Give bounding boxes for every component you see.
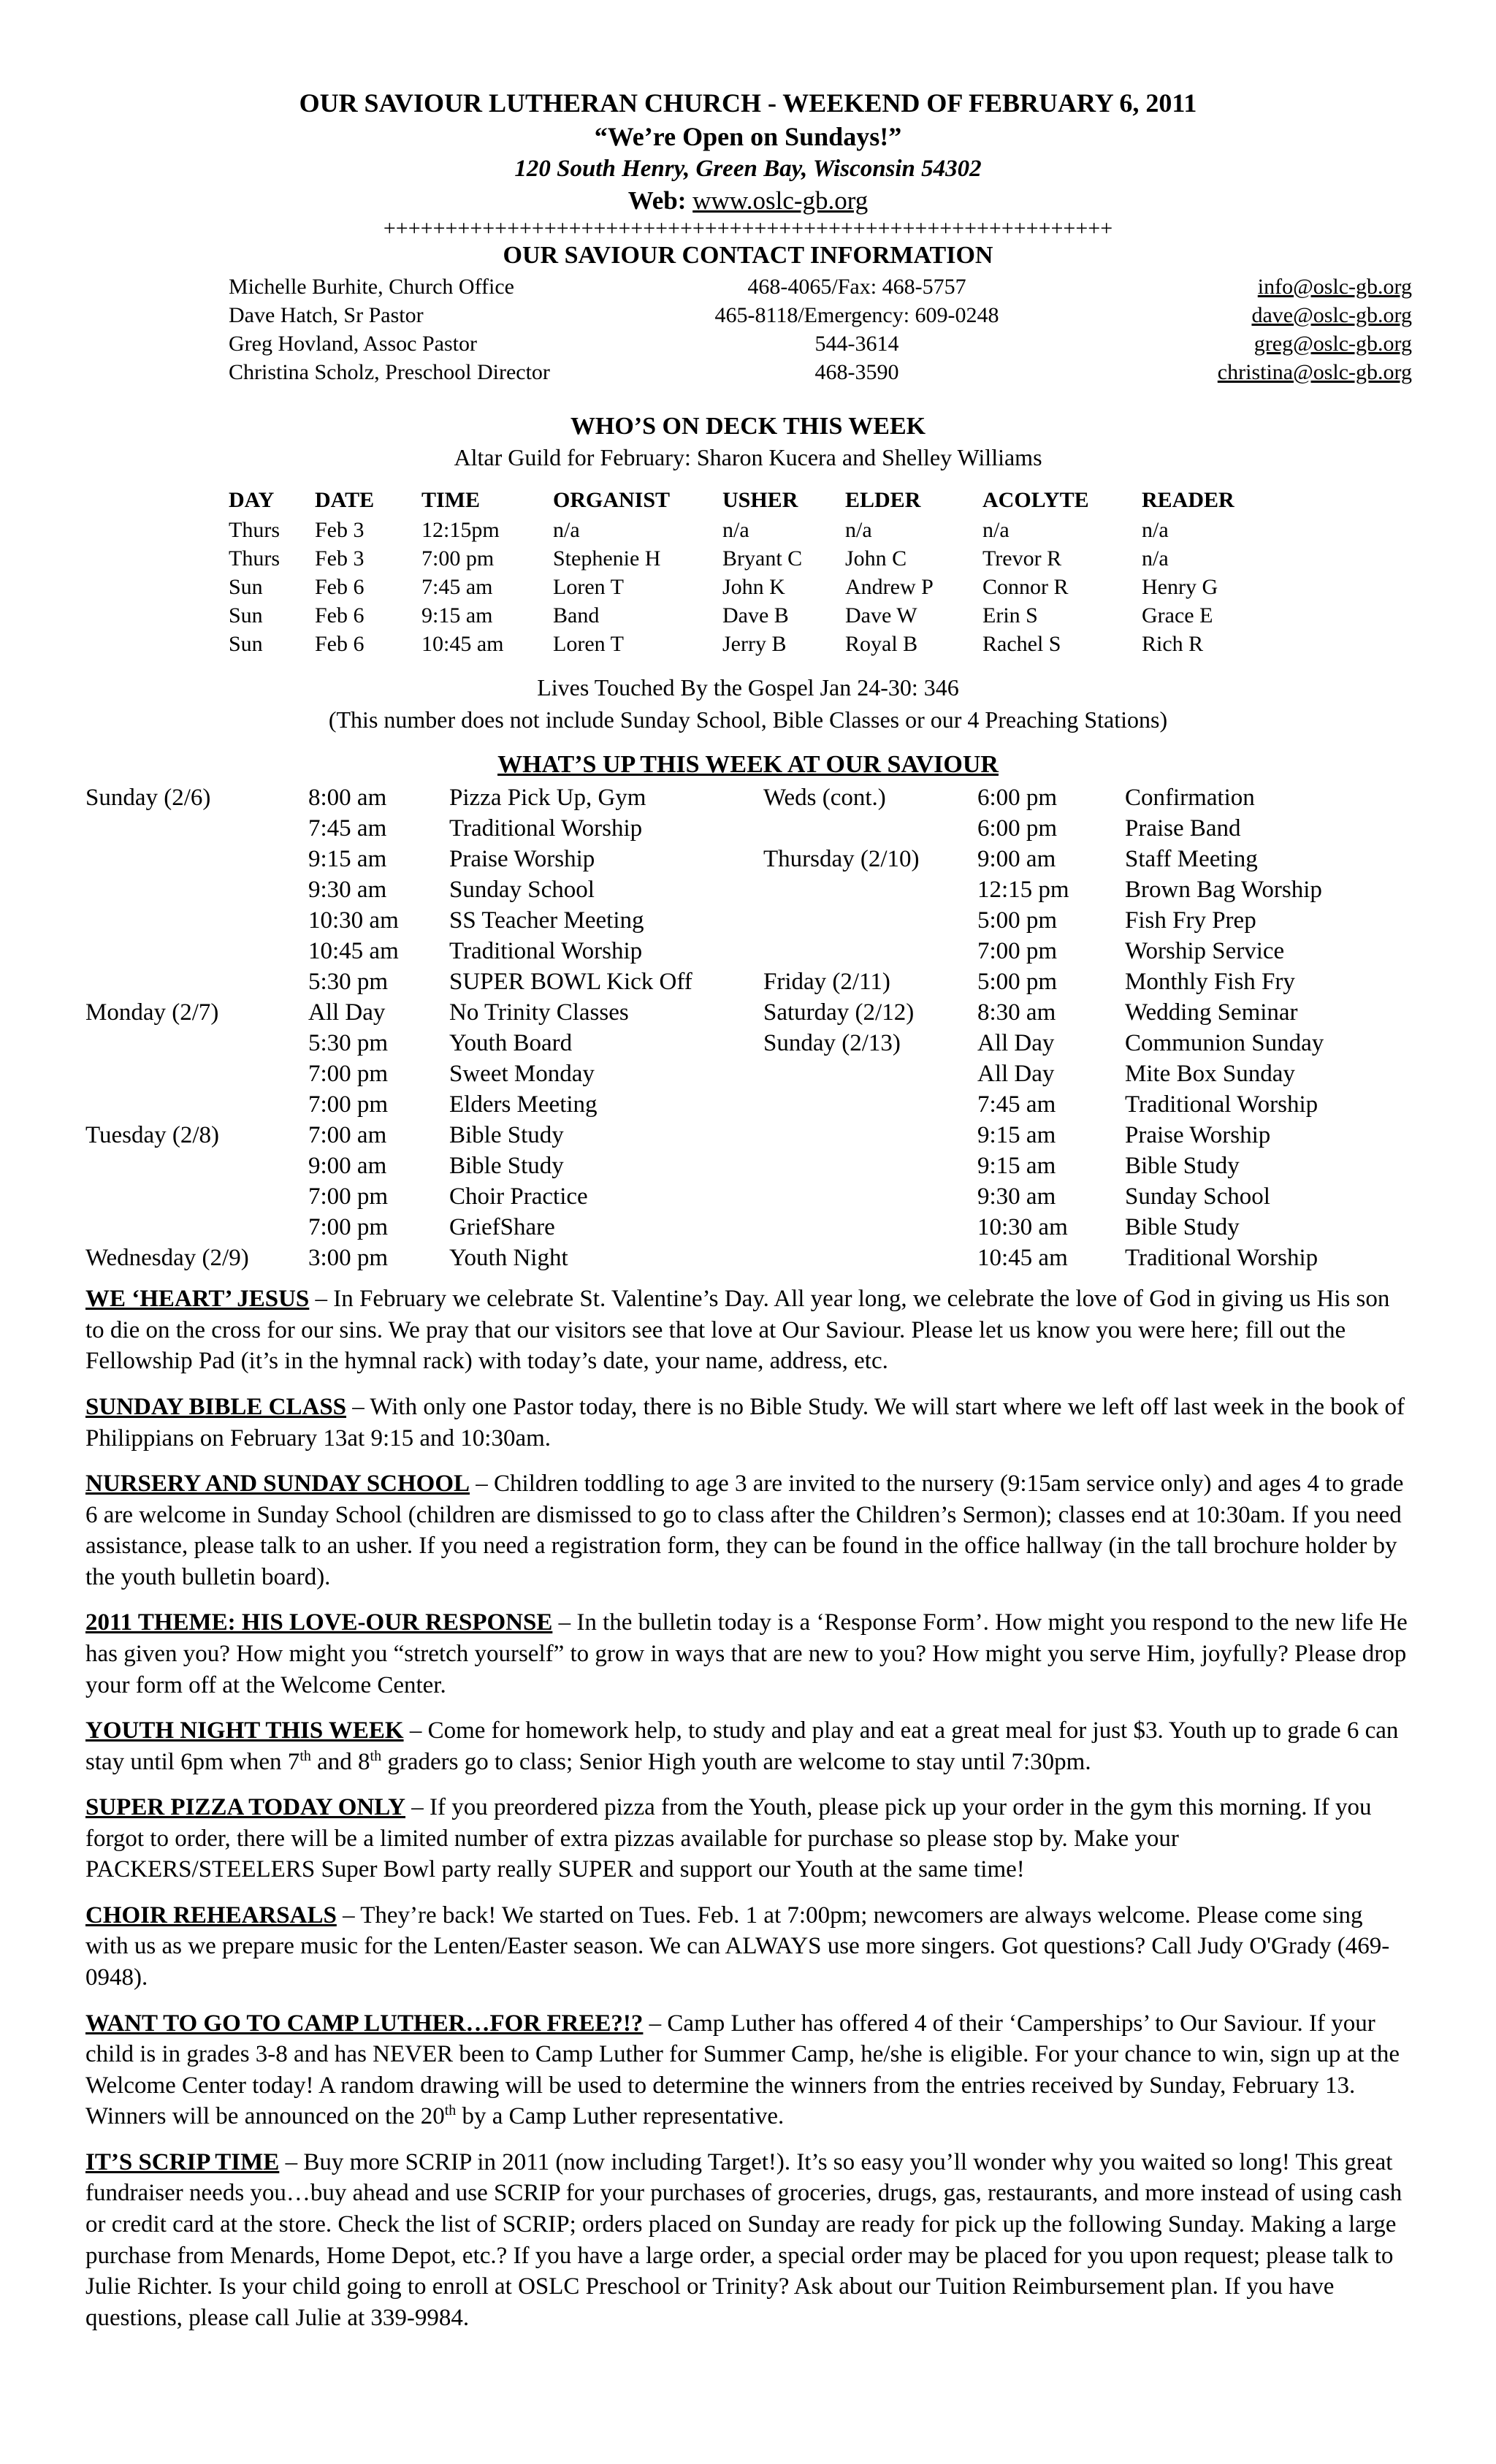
schedule-day [763,936,977,966]
roster-cell-usher: n/a [722,517,749,542]
article-title: 2011 THEME: HIS LOVE-OUR RESPONSE [85,1609,553,1636]
schedule-time: 7:00 pm [308,1214,389,1241]
article-body: and 8 [310,1748,370,1775]
roster-cell-reader: Grace E [1142,603,1213,628]
schedule-right-column [763,782,1410,1273]
schedule-time: 5:30 pm [308,969,389,996]
schedule-time: 9:30 am [308,877,387,904]
article-title: SUPER PIZZA TODAY ONLY [85,1794,406,1821]
article-body: – Buy more SCRIP in 2011 (now including Target!). It’s so easy you’ll wonder why you waited so long! This great fundraiser needs you…buy ahead and use SCRIP for your purchases of groceries, drugs, gas, restaurants, and more instead of using cash or credit card at the store. Check the list of SCRIP; orders placed on Sunday are ready for pick up the following Sunday. Making a large purchase from Menards, Home Depot, etc.? If you have a large order, a special order may be placed for you upon request; please talk to Julie Richter. Is your child going to enroll at OSLC Preschool or Trinity? Ask about our Tuition Reimbursement plan. If you have questions, please call Julie at 339-9984. [85,2148,1402,2331]
roster-cell-reader: n/a [1142,546,1169,571]
schedule-day [85,936,308,966]
schedule-event: Bible Study [1125,1153,1240,1180]
schedule-event: Traditional Worship [449,938,643,965]
article-title: CHOIR REHEARSALS [85,1902,337,1929]
schedule-event: Brown Bag Worship [1125,877,1322,904]
article-title: NURSERY AND SUNDAY SCHOOL [85,1471,470,1498]
roster-cell-organist: Stephenie H [553,546,661,571]
schedule-time: 5:30 pm [308,1030,389,1057]
schedule-time: 9:15 am [977,1122,1056,1149]
schedule-day [763,1089,977,1120]
col-organist: ORGANIST [553,488,671,513]
roster-cell-usher: Jerry B [722,631,787,656]
schedule-time: 12:15 pm [977,877,1069,904]
schedule-time: 5:00 pm [977,907,1058,934]
schedule-time: All Day [977,1061,1055,1088]
roster-cell-date: Feb 6 [315,603,365,628]
contact-phone: 544-3614 [814,331,899,356]
article-body: – Camp Luther has offered 4 of their ‘Camperships’ to Our Saviour. If your child is in grades 3-8 and has NEVER been to Camp Luther for Summer Camp, he/she is eligible. For your chance to win, sign up at the Welcome Center today! A random drawing will be used to determine the winners from the entries received by Sunday, February 13. Winners will be announced on the 20 [85,2010,1400,2130]
roster-cell-acolyte: Erin S [982,603,1038,628]
schedule-time-column [977,782,1125,1273]
col-time: TIME [421,488,481,513]
article-body: – They’re back! We started on Tues. Feb. 1 at 7:00pm; newcomers are always welcome. Please come sing with us as we prepare music for the Lenten/Easter season. We can ALWAYS use more singers. Got questions? Call Judy O'Grady (469-0948). [85,1902,1390,1991]
schedule-day [85,874,308,905]
schedule-time: 9:15 am [977,1153,1056,1180]
roster-cell-organist: Loren T [553,574,624,599]
ordinal-suffix: th [370,1747,382,1764]
schedule-time: 9:30 am [977,1183,1056,1210]
roster-cell-day: Thurs [229,517,280,542]
schedule-time: 7:00 pm [308,1061,389,1088]
roster-cell-organist: n/a [553,517,580,542]
schedule-time-column [308,782,449,1273]
schedule-day: Thursday (2/10) [763,846,920,873]
schedule-event: Staff Meeting [1125,846,1258,873]
schedule-day [763,1181,977,1212]
roster-cell-date: Feb 6 [315,574,365,599]
schedule-event: Mite Box Sunday [1125,1061,1295,1088]
article-bible-class [85,1392,1411,1454]
schedule-day: Sunday (2/6) [85,785,211,812]
schedule-time: All Day [977,1030,1055,1057]
contact-email[interactable]: christina@oslc-gb.org [1217,359,1412,384]
col-elder: ELDER [845,488,921,513]
schedule-day-column [763,782,977,1273]
roster-row [229,630,1273,658]
schedule-time: 6:00 pm [977,785,1058,812]
col-date: DATE [315,488,375,513]
website-link[interactable]: www.oslc-gb.org [692,186,869,215]
contact-name: Greg Hovland, Assoc Pastor [229,331,477,356]
contact-table [229,272,1412,386]
contact-row [229,301,1412,329]
schedule-event: Youth Night [449,1245,568,1272]
contact-email[interactable]: info@oslc-gb.org [1257,274,1412,299]
schedule-event: Choir Practice [449,1183,588,1210]
article-scrip [85,2147,1411,2333]
schedule-day: Tuesday (2/8) [85,1122,220,1149]
contact-row [229,358,1412,386]
article-nursery [85,1468,1411,1593]
schedule-day [85,1181,308,1212]
article-body: – Children toddling to age 3 are invited to the nursery (9:15am service only) and ages 4 to grade 6 are welcome in Sunday School (children are dismissed to go to class after the Children’s Sermon); classes end at 10:30am. If you need assistance, please talk to an usher. If you need a registration form, they can be found in the office hallway (in the tall brochure holder by the youth bulletin board). [85,1471,1404,1590]
schedule-time: 7:00 pm [977,938,1058,965]
schedule-time: 10:45 am [308,938,399,965]
roster-cell-date: Feb 3 [315,517,365,542]
article-title: SUNDAY BIBLE CLASS [85,1394,347,1420]
roster-header-row [229,485,1273,516]
schedule-event: Praise Band [1125,815,1241,842]
roster-cell-time: 12:15pm [421,517,500,542]
deck-heading: WHO’S ON DECK THIS WEEK [570,412,926,440]
schedule-event: Pizza Pick Up, Gym [449,785,646,812]
roster-cell-reader: Henry G [1142,574,1218,599]
roster-cell-time: 7:45 am [421,574,493,599]
schedule-time: 7:00 am [308,1122,387,1149]
roster-row [229,601,1273,630]
article-body: – If you preordered pizza from the Youth, please pick up your order in the gym this morning. If you forgot to order, there will be a limited number of extra pizzas available for purchase so please stop by. Make your PACKERS/STEELERS Super Bowl party really SUPER and support our Youth at the same time! [85,1794,1372,1883]
schedule-day [763,1059,977,1089]
schedule-event: No Trinity Classes [449,999,629,1026]
contact-email[interactable]: dave@oslc-gb.org [1251,302,1412,327]
roster-cell-elder: n/a [845,517,872,542]
schedule-event: Praise Worship [1125,1122,1271,1149]
contact-name: Michelle Burhite, Church Office [229,274,514,299]
roster-cell-organist: Loren T [553,631,624,656]
schedule-event-column [449,782,763,1273]
schedule-event: Elders Meeting [449,1091,598,1118]
article-body: – With only one Pastor today, there is no Bible Study. We will start where we left off last week in the book of Philippians on February 13at 9:15 and 10:30am. [85,1394,1405,1452]
web-label: Web: [627,186,687,215]
col-day: DAY [229,488,275,513]
col-acolyte: ACOLYTE [982,488,1089,513]
roster-cell-elder: Royal B [845,631,918,656]
article-camp-luther [85,2008,1411,2132]
lives-note: (This number does not include Sunday School, Bible Classes or our 4 Preaching Stations) [328,706,1168,733]
schedule-day [763,874,977,905]
schedule-time: 7:00 pm [308,1091,389,1118]
schedule-time: 5:00 pm [977,969,1058,996]
article-title: WANT TO GO TO CAMP LUTHER…FOR FREE?!? [85,2010,644,2037]
slogan: “We’re Open on Sundays!” [594,121,902,151]
schedule-day: Saturday (2/12) [763,999,915,1026]
schedule-time: 10:45 am [977,1245,1068,1272]
schedule-event: Wedding Seminar [1125,999,1298,1026]
schedule-event: Traditional Worship [1125,1091,1318,1118]
contact-name: Christina Scholz, Preschool Director [229,359,550,384]
schedule-event: Monthly Fish Fry [1125,969,1295,996]
schedule-day: Sunday (2/13) [763,1030,901,1057]
contact-phone: 468-3590 [814,359,899,384]
schedule-day [85,844,308,874]
weekly-schedule [85,782,1411,1273]
schedule-day: Monday (2/7) [85,999,219,1026]
schedule-time: 10:30 am [308,907,399,934]
schedule-time: 6:00 pm [977,815,1058,842]
schedule-day [763,1151,977,1181]
schedule-time: 7:00 pm [308,1183,389,1210]
schedule-day [763,905,977,936]
roster-cell-usher: Bryant C [722,546,803,571]
schedule-day [85,966,308,997]
schedule-event: Sunday School [1125,1183,1270,1210]
schedule-day [85,1028,308,1059]
ordinal-suffix: th [299,1747,311,1764]
schedule-event: Praise Worship [449,846,595,873]
schedule-time: 9:00 am [977,846,1056,873]
article-theme [85,1607,1411,1701]
schedule-event: SUPER BOWL Kick Off [449,969,692,996]
schedule-day [763,813,977,844]
roster-cell-day: Sun [229,574,263,599]
roster-cell-acolyte: n/a [982,517,1010,542]
roster-cell-date: Feb 6 [315,631,365,656]
schedule-event: Confirmation [1125,785,1255,812]
schedule-day [85,1059,308,1089]
roster-cell-time: 9:15 am [421,603,493,628]
schedule-day [85,813,308,844]
altar-guild: Altar Guild for February: Sharon Kucera and Shelley Williams [454,443,1042,470]
roster-cell-elder: Andrew P [845,574,934,599]
roster-cell-time: 10:45 am [421,631,504,656]
article-body: – In February we celebrate St. Valentine’s Day. All year long, we celebrate the love of God in giving us His son to die on the cross for our sins. We pray that our visitors see that love at Our Saviour. Please let us know you were here; fill out the Fellowship Pad (it’s in the hymnal rack) with today’s date, your name, address, etc. [85,1286,1390,1375]
schedule-event: Bible Study [1125,1214,1240,1241]
contact-row [229,329,1412,358]
schedule-day [85,1151,308,1181]
schedule-day [763,1243,977,1273]
ordinal-suffix: th [444,2102,457,2119]
roster-cell-elder: Dave W [845,603,917,628]
roster-cell-acolyte: Rachel S [982,631,1061,656]
schedule-event: Sweet Monday [449,1061,595,1088]
bulletin-title: OUR SAVIOUR LUTHERAN CHURCH - WEEKEND OF FEBRUARY 6, 2011 [299,88,1197,118]
article-body: by a Camp Luther representative. [456,2103,785,2130]
website-line [85,185,1411,217]
roster-table [229,485,1273,658]
schedule-day: Weds (cont.) [763,785,886,812]
roster-cell-usher: Dave B [722,603,789,628]
roster-row [229,573,1273,601]
article-choir [85,1900,1411,1994]
church-address: 120 South Henry, Green Bay, Wisconsin 54302 [514,155,982,182]
article-heart-jesus [85,1284,1411,1377]
roster-cell-day: Sun [229,603,263,628]
lives-touched [85,671,1411,736]
roster-cell-reader: n/a [1142,517,1169,542]
article-body: graders go to class; Senior High youth are welcome to stay until 7:30pm. [381,1748,1091,1775]
schedule-time: 7:45 am [977,1091,1056,1118]
roster-cell-acolyte: Connor R [982,574,1069,599]
schedule-heading: WHAT’S UP THIS WEEK AT OUR SAVIOUR [497,751,999,779]
roster-cell-reader: Rich R [1142,631,1204,656]
schedule-event: Communion Sunday [1125,1030,1324,1057]
roster-body [229,516,1273,658]
roster-row [229,516,1273,544]
roster-cell-organist: Band [553,603,600,628]
col-usher: USHER [722,488,798,513]
roster-cell-day: Sun [229,631,263,656]
roster-cell-time: 7:00 pm [421,546,495,571]
schedule-event: GriefShare [449,1214,555,1241]
schedule-event: SS Teacher Meeting [449,907,644,934]
schedule-left-column [85,782,763,1273]
contact-row [229,272,1412,301]
schedule-event-column [1125,782,1410,1273]
article-body: – In the bulletin today is a ‘Response Form’. How might you respond to the new life He has given you? How might you “stretch yourself” to grow in ways that are new to you? How might you serve Him, joyfully? Please drop your form off at the Welcome Center. [85,1609,1408,1698]
contact-heading: OUR SAVIOUR CONTACT INFORMATION [503,242,993,270]
roster-row [229,544,1273,573]
schedule-event: Bible Study [449,1153,564,1180]
plus-divider: +++++++++++++++++++++++++++++++++++++++++++++++++++++++++++ [383,218,1113,240]
schedule-event: Worship Service [1125,938,1285,965]
schedule-event: Traditional Worship [449,815,643,842]
contact-email[interactable]: greg@oslc-gb.org [1253,331,1412,356]
schedule-time: 3:00 pm [308,1245,389,1272]
schedule-day-column [85,782,308,1273]
schedule-time: 10:30 am [977,1214,1068,1241]
schedule-event: Fish Fry Prep [1125,907,1256,934]
schedule-event: Bible Study [449,1122,564,1149]
article-title: WE ‘HEART’ JESUS [85,1286,310,1313]
article-title: YOUTH NIGHT THIS WEEK [85,1717,404,1744]
contact-phone: 468-4065/Fax: 468-5757 [747,274,966,299]
schedule-time: 8:00 am [308,785,387,812]
schedule-day [85,905,308,936]
roster-cell-acolyte: Trevor R [982,546,1062,571]
schedule-event: Sunday School [449,877,595,904]
schedule-day: Wednesday (2/9) [85,1245,249,1272]
schedule-day: Friday (2/11) [763,969,890,996]
schedule-time: 8:30 am [977,999,1056,1026]
schedule-day [763,1120,977,1151]
roster-cell-elder: John C [845,546,907,571]
schedule-day [763,1212,977,1243]
lives-count: Lives Touched By the Gospel Jan 24-30: 346 [537,674,959,701]
schedule-event: Traditional Worship [1125,1245,1318,1272]
schedule-day [85,1212,308,1243]
schedule-time: 9:15 am [308,846,387,873]
article-super-pizza [85,1792,1411,1885]
col-reader: READER [1142,488,1234,513]
roster-cell-date: Feb 3 [315,546,365,571]
contact-name: Dave Hatch, Sr Pastor [229,302,424,327]
schedule-time: All Day [308,999,386,1026]
article-youth-night [85,1715,1411,1777]
contact-phone: 465-8118/Emergency: 609-0248 [714,302,999,327]
schedule-event: Youth Board [449,1030,573,1057]
article-body: – Come for homework help, to study and play and eat a great meal for just $3. Youth up to grade 6 can stay until 6pm when 7 [85,1717,1399,1775]
roster-cell-usher: John K [722,574,785,599]
roster-cell-day: Thurs [229,546,280,571]
article-title: IT’S SCRIP TIME [85,2148,280,2175]
schedule-time: 9:00 am [308,1153,387,1180]
schedule-day [85,1089,308,1120]
schedule-time: 7:45 am [308,815,387,842]
